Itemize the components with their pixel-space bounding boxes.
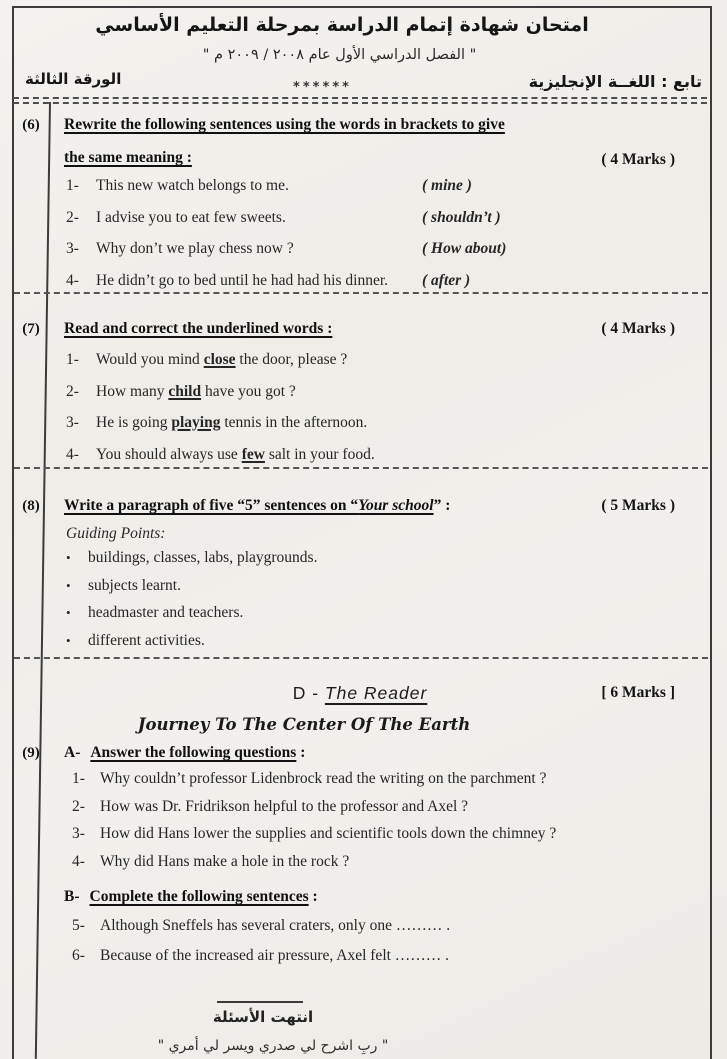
- completion-item: [72, 917, 702, 947]
- q7-number: (7): [22, 321, 40, 337]
- part-a-heading-text: Answer the following questions: [90, 744, 297, 761]
- item-text: He didn’t go to bed until he had had his dinner.: [96, 271, 389, 289]
- q7-item-list: [66, 351, 696, 477]
- dashed-separator: [14, 467, 708, 469]
- item-text: I advise you to eat few sweets.: [96, 208, 286, 226]
- item-text-pre: Would you mind: [96, 351, 204, 368]
- underlined-word: few: [241, 445, 265, 463]
- question-item: [72, 770, 702, 798]
- part-b-label: B-: [64, 888, 80, 905]
- q7-heading: [64, 320, 332, 338]
- item-number: 2-: [66, 382, 79, 400]
- item-text-pre: You should always use: [96, 445, 242, 463]
- part-b-heading-text: Complete the following sentences: [89, 888, 309, 905]
- item-number: 5-: [72, 917, 85, 934]
- bullet-icon: •: [66, 550, 71, 565]
- item-text: [96, 351, 696, 369]
- exercise-item: [66, 383, 696, 415]
- reader-section-title: The Reader: [324, 683, 428, 703]
- q6-marks: ( 4 Marks ): [601, 151, 675, 168]
- bullet-icon: •: [66, 605, 71, 620]
- item-number: 6-: [72, 946, 85, 964]
- question-item: [72, 853, 702, 881]
- term-line: " الفصل الدراسي الأول عام ٢٠٠٨ / ٢٠٠٩ م ": [202, 47, 477, 63]
- item-text-pre: How many: [96, 382, 169, 400]
- guiding-points-list: [66, 549, 666, 659]
- item-number: 1-: [66, 351, 79, 368]
- underlined-word: close: [203, 351, 236, 368]
- bullet-text: buildings, classes, labs, playgrounds.: [88, 549, 318, 566]
- dashed-separator: [14, 292, 708, 294]
- item-number: 2-: [72, 797, 85, 815]
- exercise-item: [66, 209, 696, 241]
- item-number: 4-: [66, 445, 79, 463]
- item-bracket-word: ( shouldn’t ): [422, 208, 501, 226]
- bullet-item: [66, 632, 666, 660]
- bullet-item: [66, 604, 666, 632]
- dashed-separator: [14, 657, 708, 659]
- bullet-text: subjects learnt.: [88, 576, 181, 594]
- q8-heading-topic: Your school: [358, 497, 434, 514]
- q6-heading-line2: [64, 149, 192, 167]
- part-b-heading: [64, 888, 318, 906]
- item-number: 1-: [72, 770, 85, 787]
- item-number: 4-: [66, 271, 79, 289]
- item-text-pre: He is going: [96, 414, 172, 431]
- item-text: Why couldn’t professor Lidenbrock read the writing on the parchment ?: [100, 770, 547, 787]
- bullet-text: headmaster and teachers.: [88, 604, 244, 621]
- q9-number: (9): [22, 745, 40, 761]
- exercise-item: [66, 414, 696, 446]
- part-a-label: A-: [64, 744, 81, 761]
- bullet-icon: •: [66, 577, 71, 593]
- footer-rule: [217, 1001, 303, 1003]
- reader-section-prefix: D -: [292, 683, 325, 703]
- guiding-points-label: Guiding Points:: [66, 525, 166, 542]
- q8-heading: [64, 497, 450, 515]
- exercise-item: [66, 351, 696, 383]
- exam-title: امتحان شهادة إتمام الدراسة بمرحلة التعليم الأساسي: [95, 14, 589, 36]
- bullet-text: different activities.: [88, 631, 205, 649]
- bullet-item: [66, 577, 666, 605]
- item-text: Because of the increased air pressure, Axel felt ……… .: [100, 946, 450, 964]
- q6-heading-line1: [64, 116, 505, 134]
- item-text: [96, 414, 696, 432]
- part-a-colon: :: [296, 744, 306, 761]
- part-b-colon: :: [308, 888, 318, 905]
- question-item: [72, 825, 702, 853]
- item-text: Although Sneffels has several craters, only one ……… .: [100, 917, 451, 934]
- paper-label: الورقة الثالثة: [25, 70, 122, 88]
- item-bracket-word: ( How about): [422, 240, 507, 257]
- q8-heading-post: ” :: [433, 497, 451, 514]
- header-separator: [13, 97, 707, 104]
- item-number: 3-: [66, 414, 79, 431]
- item-number: 2-: [66, 208, 79, 226]
- part-a-item-list: [72, 770, 702, 880]
- q6-item-list: [66, 177, 696, 303]
- item-number: 1-: [66, 177, 79, 194]
- book-title: Journey To The Center Of The Earth: [137, 715, 471, 734]
- q6-heading-text1: Rewrite the following sentences using the words in brackets to give: [64, 116, 505, 133]
- item-text: [96, 446, 696, 464]
- end-of-questions-label: انتهت الأسئلة: [212, 1008, 314, 1026]
- q8-heading-pre: Write a paragraph of five “5” sentences on “: [64, 497, 359, 514]
- item-text-post: the door, please ?: [235, 351, 348, 368]
- item-bracket-word: ( mine ): [422, 177, 472, 194]
- item-text: This new watch belongs to me.: [96, 177, 289, 194]
- q6-number: (6): [22, 117, 40, 133]
- q6-heading-text2: the same meaning :: [64, 149, 192, 166]
- q7-heading-text: Read and correct the underlined words :: [64, 320, 333, 337]
- item-text: Why did Hans make a hole in the rock ?: [100, 852, 350, 870]
- item-number: 4-: [72, 852, 85, 870]
- part-b-item-list: [72, 917, 702, 976]
- item-text: How did Hans lower the supplies and scientific tools down the chimney ?: [100, 825, 557, 842]
- q8-number: (8): [22, 498, 40, 514]
- exercise-item: [66, 177, 696, 209]
- exercise-item: [66, 240, 696, 272]
- stars-divider: ******: [292, 80, 352, 95]
- completion-item: [72, 947, 702, 977]
- part-a-heading: [64, 744, 305, 762]
- item-text: Why don’t we play chess now ?: [96, 240, 294, 257]
- reader-section-heading: [64, 683, 656, 704]
- item-text-post: salt in your food.: [264, 445, 375, 463]
- subject-label: تابع : اللغــة الإنجليزية: [528, 72, 702, 91]
- footer-quote: " ربِ اشرح لي صدري ويسر لي أمري ": [157, 1038, 389, 1054]
- item-text-post: tennis in the afternoon.: [220, 414, 368, 431]
- item-text: How was Dr. Fridrikson helpful to the professor and Axel ?: [100, 797, 469, 815]
- bullet-item: [66, 549, 666, 577]
- underlined-word: playing: [171, 414, 221, 431]
- item-text-post: have you got ?: [201, 382, 296, 400]
- exercise-item: [66, 446, 696, 478]
- exercise-item: [66, 272, 696, 304]
- item-number: 3-: [66, 240, 79, 257]
- underlined-word: child: [168, 382, 202, 400]
- item-number: 3-: [72, 825, 85, 842]
- q7-marks: ( 4 Marks ): [601, 320, 675, 337]
- item-text: [96, 383, 696, 401]
- question-item: [72, 798, 702, 826]
- q8-marks: ( 5 Marks ): [601, 497, 675, 514]
- reader-marks: [ 6 Marks ]: [601, 684, 675, 701]
- bullet-icon: •: [66, 632, 71, 648]
- item-bracket-word: ( after ): [422, 271, 471, 289]
